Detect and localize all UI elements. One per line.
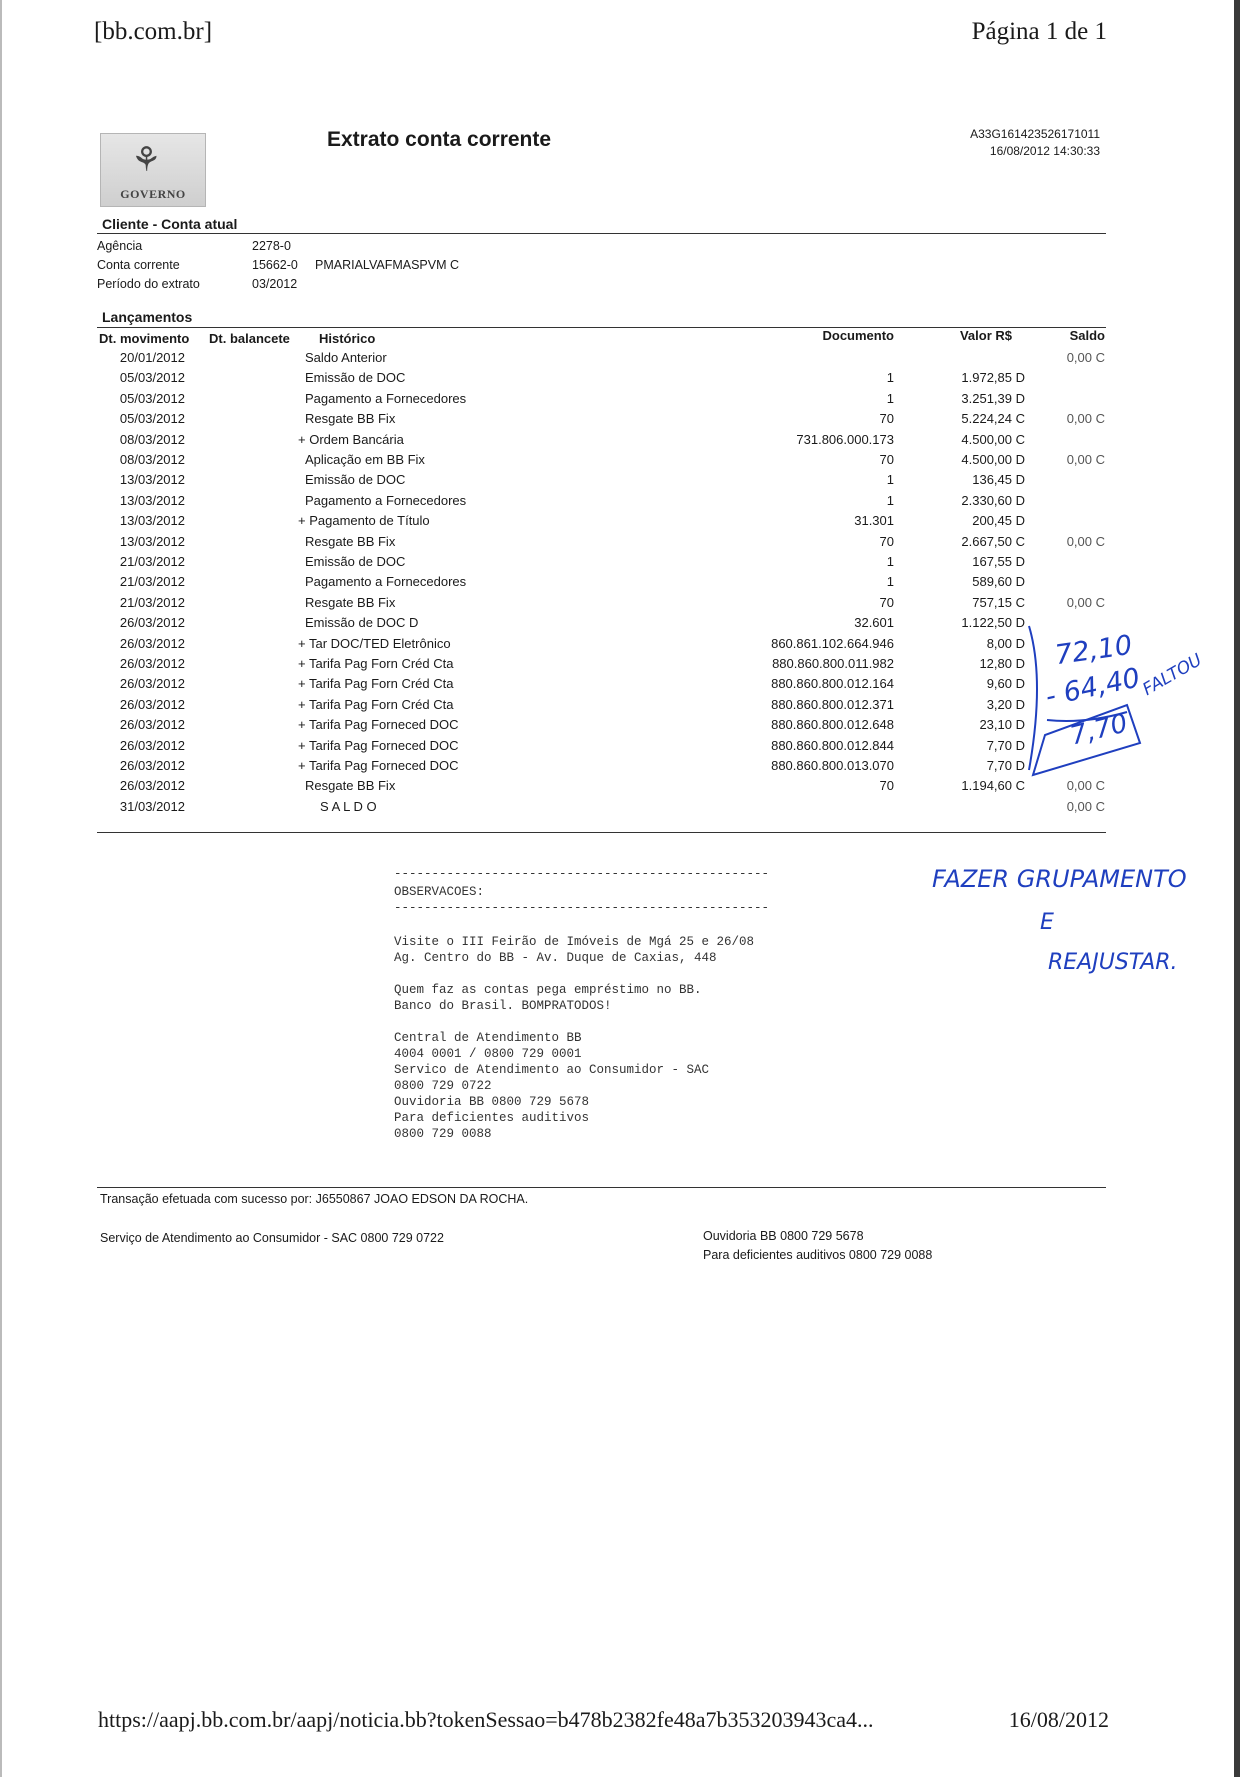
row-saldo: 0,00 C — [1066, 411, 1105, 427]
print-page-number: Página 1 de 1 — [971, 18, 1107, 45]
row-documento: 1 — [886, 390, 894, 406]
row-date: 26/03/2012 — [119, 778, 185, 794]
periodo-label: Período do extrato — [97, 277, 200, 291]
scan-edge-right — [1234, 0, 1240, 1777]
row-historico: Pagamento a Fornecedores — [305, 574, 467, 590]
divider — [97, 832, 1106, 833]
row-historico: S A L D O — [320, 798, 377, 814]
row-date: 05/03/2012 — [119, 390, 185, 406]
conta-label: Conta corrente — [97, 258, 180, 272]
periodo-value: 03/2012 — [252, 277, 298, 291]
obs-dashes-top: -------------------------------------------------- — [394, 867, 770, 881]
row-documento: 880.860.800.013.070 — [771, 758, 894, 773]
row-documento: 70 — [879, 411, 894, 427]
table-row — [0, 452, 1240, 472]
row-historico: + Tarifa Pag Forneced DOC — [298, 758, 459, 773]
conta-value: 15662-0 — [252, 258, 298, 272]
obs-line: Ag. Centro do BB - Av. Duque de Caxias, 448 — [394, 951, 717, 965]
bb-logo — [100, 133, 206, 207]
obs-line: 4004 0001 / 0800 729 0001 — [394, 1047, 582, 1061]
row-documento: 731.806.000.173 — [796, 431, 894, 447]
table-row — [0, 432, 1240, 452]
row-date: 26/03/2012 — [119, 737, 185, 753]
bb-logo-text: GOVERNO — [120, 187, 186, 201]
row-saldo: 0,00 C — [1066, 533, 1105, 549]
row-historico: Resgate BB Fix — [305, 778, 396, 794]
row-valor: 23,10 D — [979, 717, 1025, 733]
table-row — [0, 534, 1240, 554]
col-header-dt-balancete: Dt. balancete — [209, 331, 290, 346]
row-valor: 3,20 D — [986, 696, 1025, 712]
obs-line: 0800 729 0722 — [394, 1079, 492, 1093]
divider — [97, 233, 1106, 234]
obs-line: Para deficientes auditivos — [394, 1111, 590, 1125]
table-row — [0, 472, 1240, 492]
row-date: 13/03/2012 — [119, 533, 185, 549]
table-row — [0, 370, 1240, 390]
scan-edge-left — [0, 0, 2, 1777]
handwritten-number-3: 7,70 — [1067, 708, 1131, 752]
row-historico: + Pagamento de Título — [298, 513, 430, 529]
row-date: 05/03/2012 — [119, 370, 185, 386]
row-date: 08/03/2012 — [119, 452, 185, 467]
table-row — [0, 391, 1240, 411]
row-valor: 9,60 D — [986, 676, 1025, 692]
row-valor: 1.122,50 D — [961, 615, 1025, 631]
row-historico: + Tar DOC/TED Eletrônico — [298, 635, 451, 651]
footer-sac: Serviço de Atendimento ao Consumidor - SAC 0800 729 0722 — [100, 1231, 444, 1245]
row-date: 21/03/2012 — [119, 574, 185, 590]
row-valor: 757,15 C — [972, 594, 1025, 610]
handwritten-side-note: FALTOU — [1139, 650, 1206, 700]
row-historico: Pagamento a Fornecedores — [305, 390, 467, 406]
row-date: 26/03/2012 — [119, 758, 185, 773]
table-row — [0, 411, 1240, 431]
row-documento: 31.301 — [854, 513, 894, 529]
row-historico: Pagamento a Fornecedores — [305, 492, 467, 508]
document-datetime: 16/08/2012 14:30:33 — [989, 144, 1100, 158]
row-date: 20/01/2012 — [119, 350, 185, 365]
row-historico: Resgate BB Fix — [305, 411, 396, 427]
table-row — [0, 554, 1240, 574]
row-historico: Emissão de DOC — [305, 472, 406, 488]
account-holder: PMARIALVAFMASPVM C — [315, 258, 460, 272]
row-date: 13/03/2012 — [119, 513, 185, 529]
row-saldo: 0,00 C — [1066, 350, 1105, 365]
row-valor: 167,55 D — [972, 554, 1025, 569]
row-documento: 70 — [879, 533, 894, 549]
row-documento: 70 — [879, 594, 894, 610]
client-section-heading: Cliente - Conta atual — [102, 216, 238, 232]
page-title: Extrato conta corrente — [327, 128, 552, 151]
row-documento: 1 — [886, 492, 894, 508]
document-id: A33G161423526171011 — [970, 127, 1100, 141]
print-date: 16/08/2012 — [1008, 1707, 1109, 1732]
lancamentos-heading: Lançamentos — [102, 309, 193, 325]
row-date: 26/03/2012 — [119, 656, 185, 671]
row-documento: 880.860.800.012.164 — [771, 676, 894, 692]
row-valor: 5.224,24 C — [961, 411, 1025, 427]
obs-line — [394, 966, 754, 982]
obs-line: Banco do Brasil. BOMPRATODOS! — [394, 999, 612, 1013]
row-documento: 880.860.800.012.844 — [771, 737, 894, 753]
handwritten-number-1: 72,10 — [1053, 629, 1135, 672]
row-date: 26/03/2012 — [119, 696, 185, 712]
row-date: 21/03/2012 — [119, 594, 185, 610]
transaction-confirmation: Transação efetuada com sucesso por: J6550867 JOAO EDSON DA ROCHA. — [100, 1192, 529, 1206]
row-historico: Emissão de DOC — [305, 554, 406, 569]
handwritten-note-line-3: REAJUSTAR. — [1048, 950, 1178, 975]
table-row — [0, 513, 1240, 533]
row-valor: 1.194,60 C — [961, 778, 1025, 794]
row-valor: 4.500,00 C — [961, 431, 1025, 447]
row-date: 21/03/2012 — [119, 554, 185, 569]
row-documento: 70 — [879, 452, 894, 467]
handwritten-note-line-2: E — [1040, 910, 1054, 935]
obs-line: Servico de Atendimento ao Consumidor - SAC — [394, 1063, 710, 1077]
row-documento: 32.601 — [854, 615, 894, 631]
col-header-valor: Valor R$ — [959, 328, 1012, 343]
row-valor: 1.972,85 D — [961, 370, 1025, 386]
row-valor: 3.251,39 D — [961, 390, 1025, 406]
row-documento: 1 — [886, 472, 894, 488]
obs-line: Visite o III Feirão de Imóveis de Mgá 25 e 26/08 — [394, 935, 755, 949]
table-row — [0, 574, 1240, 594]
row-documento: 860.861.102.664.946 — [771, 635, 894, 651]
row-valor: 8,00 D — [986, 635, 1025, 651]
print-source: [bb.com.br] — [94, 18, 213, 45]
obs-heading: OBSERVACOES: — [394, 885, 485, 899]
table-row — [0, 595, 1240, 615]
row-valor: 2.330,60 D — [961, 492, 1025, 508]
divider — [97, 1187, 1106, 1188]
row-historico: + Tarifa Pag Forn Créd Cta — [298, 676, 454, 692]
agencia-label: Agência — [97, 239, 143, 253]
row-saldo: 0,00 C — [1066, 798, 1105, 814]
row-saldo: 0,00 C — [1066, 778, 1105, 794]
table-row — [0, 799, 1240, 819]
row-documento: 1 — [886, 370, 894, 386]
row-date: 05/03/2012 — [119, 411, 185, 427]
obs-line: Central de Atendimento BB — [394, 1031, 582, 1045]
obs-line: Quem faz as contas pega empréstimo no BB. — [394, 983, 702, 997]
row-historico: Emissão de DOC D — [305, 615, 419, 631]
row-date: 26/03/2012 — [119, 635, 185, 651]
obs-line: 0800 729 0088 — [394, 1127, 492, 1141]
row-saldo: 0,00 C — [1066, 594, 1105, 610]
divider — [97, 327, 1106, 328]
row-valor: 136,45 D — [972, 472, 1025, 488]
row-valor: 12,80 D — [979, 656, 1025, 671]
agencia-value: 2278-0 — [252, 239, 291, 253]
row-documento: 880.860.800.012.371 — [771, 696, 894, 712]
row-date: 26/03/2012 — [119, 676, 185, 692]
col-header-saldo: Saldo — [1069, 328, 1105, 343]
row-date: 13/03/2012 — [119, 472, 185, 488]
row-historico: Resgate BB Fix — [305, 594, 396, 610]
row-historico: Saldo Anterior — [305, 350, 387, 365]
row-historico: + Tarifa Pag Forn Créd Cta — [298, 696, 454, 712]
obs-line: Ouvidoria BB 0800 729 5678 — [394, 1095, 590, 1109]
row-historico: + Tarifa Pag Forneced DOC — [298, 737, 459, 753]
row-documento: 880.860.800.011.982 — [772, 656, 894, 671]
row-documento: 1 — [886, 554, 894, 569]
handwritten-note-line-1: FAZER GRUPAMENTO — [932, 865, 1187, 893]
row-valor: 7,70 D — [986, 758, 1025, 773]
row-valor: 2.667,50 C — [961, 533, 1025, 549]
row-documento: 880.860.800.012.648 — [771, 717, 894, 733]
row-historico: + Tarifa Pag Forn Créd Cta — [298, 656, 454, 671]
row-date: 31/03/2012 — [119, 798, 185, 814]
table-row — [0, 778, 1240, 798]
row-historico: Emissão de DOC — [305, 370, 406, 386]
col-header-dt-movimento: Dt. movimento — [99, 331, 190, 346]
row-historico: Aplicação em BB Fix — [305, 452, 425, 467]
row-valor: 4.500,00 D — [961, 452, 1025, 467]
table-row — [0, 350, 1240, 370]
col-header-historico: Histórico — [319, 331, 376, 346]
footer-deficientes: Para deficientes auditivos 0800 729 0088 — [703, 1248, 933, 1262]
row-historico: + Tarifa Pag Forneced DOC — [298, 717, 459, 733]
footer-ouvidoria: Ouvidoria BB 0800 729 5678 — [703, 1229, 864, 1243]
handwritten-number-2: - 64,40 — [1042, 662, 1143, 713]
table-row — [0, 493, 1240, 513]
row-date: 08/03/2012 — [119, 431, 185, 447]
print-url: https://aapj.bb.com.br/aapj/noticia.bb?tokenSessao=b478b2382fe48a7b353203943ca4... — [98, 1707, 874, 1732]
row-historico: + Ordem Bancária — [298, 431, 404, 447]
row-date: 13/03/2012 — [119, 492, 185, 508]
row-saldo: 0,00 C — [1066, 452, 1105, 467]
obs-body — [394, 934, 754, 1142]
obs-line — [394, 1014, 754, 1030]
row-documento: 70 — [879, 778, 894, 794]
row-historico: Resgate BB Fix — [305, 533, 396, 549]
bb-logo-icon: ⚘ — [131, 141, 162, 179]
col-header-documento: Documento — [822, 328, 894, 343]
row-documento: 1 — [886, 574, 894, 590]
row-valor: 200,45 D — [972, 513, 1025, 529]
obs-dashes-bottom: -------------------------------------------------- — [394, 901, 770, 915]
row-date: 26/03/2012 — [119, 717, 185, 733]
row-valor: 7,70 D — [986, 737, 1025, 753]
row-date: 26/03/2012 — [119, 615, 185, 631]
row-valor: 589,60 D — [972, 574, 1025, 590]
